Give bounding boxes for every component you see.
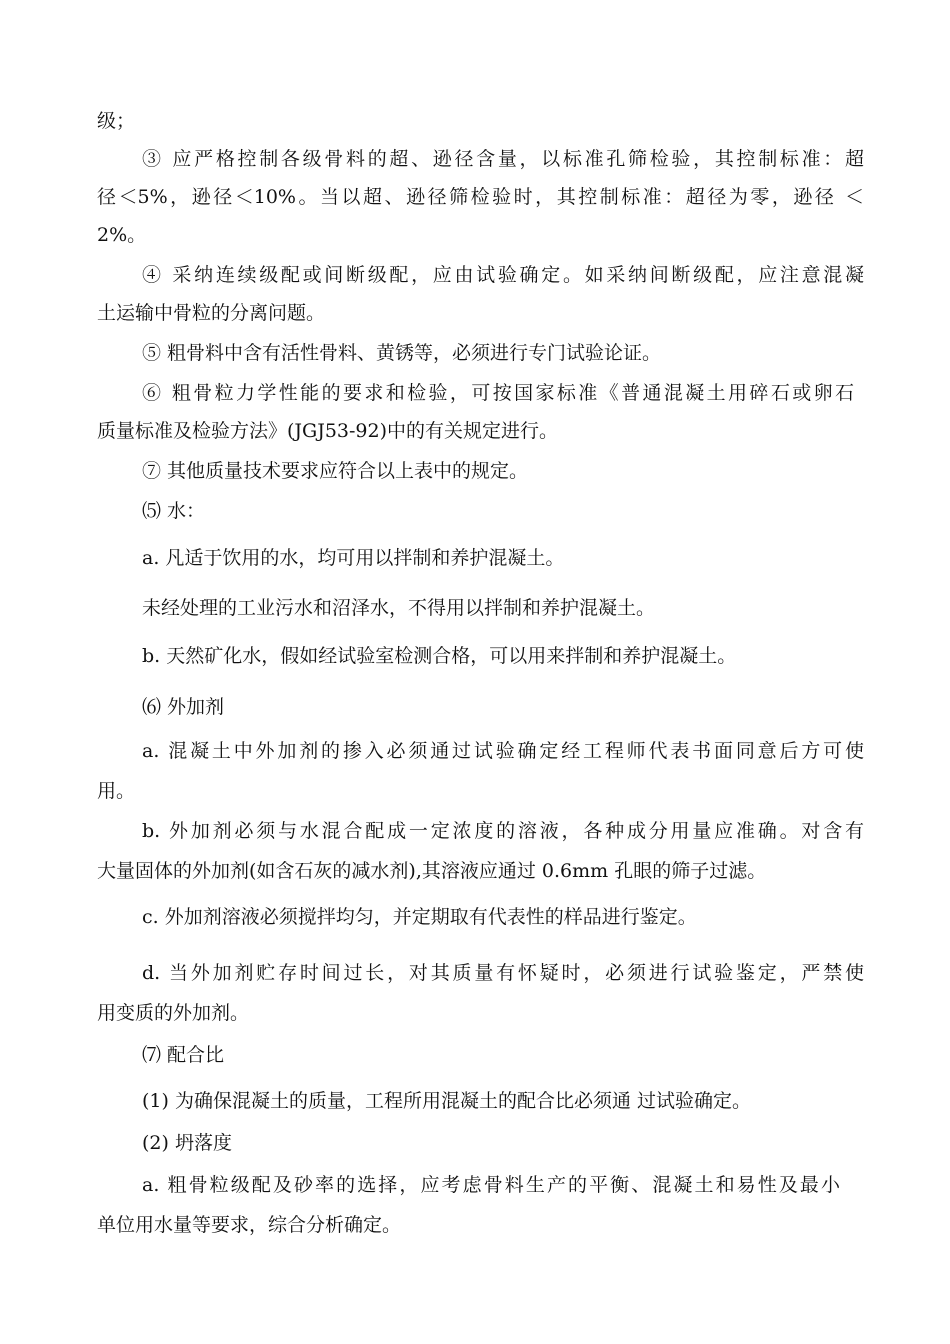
text-line-2: ③ 应严格控制各级骨料的超、逊径含量，以标准孔筛检验，其控制标准：超 (142, 148, 864, 170)
text-line-19: 大量固体的外加剂(如含石灰的减水剂),其溶液应通过 0.6mm 孔眼的筛子过滤。 (97, 860, 767, 882)
text-line-23: ⑺ 配合比 (142, 1044, 225, 1066)
text-line-5: ④ 采纳连续级配或间断级配，应由试验确定。如采纳间断级配，应注意混凝 (142, 264, 864, 286)
text-line-22: 用变质的外加剂。 (97, 1002, 250, 1024)
text-line-9: 质量标准及检验方法》(JGJ53-92)中的有关规定进行。 (97, 420, 559, 442)
text-line-24: (1) 为确保混凝土的质量，工程所用混凝土的配合比必须通 过试验确定。 (142, 1090, 751, 1112)
text-line-13: 未经处理的工业污水和沼泽水，不得用以拌制和养护混凝土。 (142, 597, 656, 619)
text-line-12: a. 凡适于饮用的水，均可用以拌制和养护混凝土。 (142, 547, 565, 569)
text-line-3: 径＜5%，逊径＜10%。当以超、逊径筛检验时，其控制标准：超径为零，逊径 ＜ (97, 186, 864, 208)
text-line-25: (2) 坍落度 (142, 1132, 232, 1154)
text-line-8: ⑥ 粗骨粒力学性能的要求和检验，可按国家标准《普通混凝土用碎石或卵石 (142, 382, 854, 404)
text-line-14: b. 天然矿化水，假如经试验室检测合格，可以用来拌制和养护混凝土。 (142, 645, 737, 667)
text-line-7: ⑤ 粗骨料中含有活性骨料、黄锈等，必须进行专门试验论证。 (142, 342, 662, 364)
text-line-18: b. 外加剂必须与水混合配成一定浓度的溶液，各种成分用量应准确。对含有 (142, 820, 864, 842)
text-line-15: ⑹ 外加剂 (142, 696, 225, 718)
text-line-20: c. 外加剂溶液必须搅拌均匀，并定期取有代表性的样品进行鉴定。 (142, 906, 697, 928)
text-line-17: 用。 (97, 780, 136, 802)
text-line-4: 2%。 (97, 224, 147, 246)
text-line-10: ⑦ 其他质量技术要求应符合以上表中的规定。 (142, 460, 529, 482)
text-line-27: 单位用水量等要求，综合分析确定。 (97, 1214, 402, 1236)
text-line-11: ⑸ 水： (142, 500, 206, 522)
text-line-16: a. 混凝土中外加剂的掺入必须通过试验确定经工程师代表书面同意后方可使 (142, 740, 864, 762)
text-line-21: d. 当外加剂贮存时间过长，对其质量有怀疑时，必须进行试验鉴定，严禁使 (142, 962, 864, 984)
text-line-6: 土运输中骨粒的分离问题。 (97, 302, 326, 324)
text-line-1: 级； (97, 110, 136, 132)
text-line-26: a. 粗骨粒级配及砂率的选择，应考虑骨料生产的平衡、混凝土和易性及最小 (142, 1174, 840, 1196)
